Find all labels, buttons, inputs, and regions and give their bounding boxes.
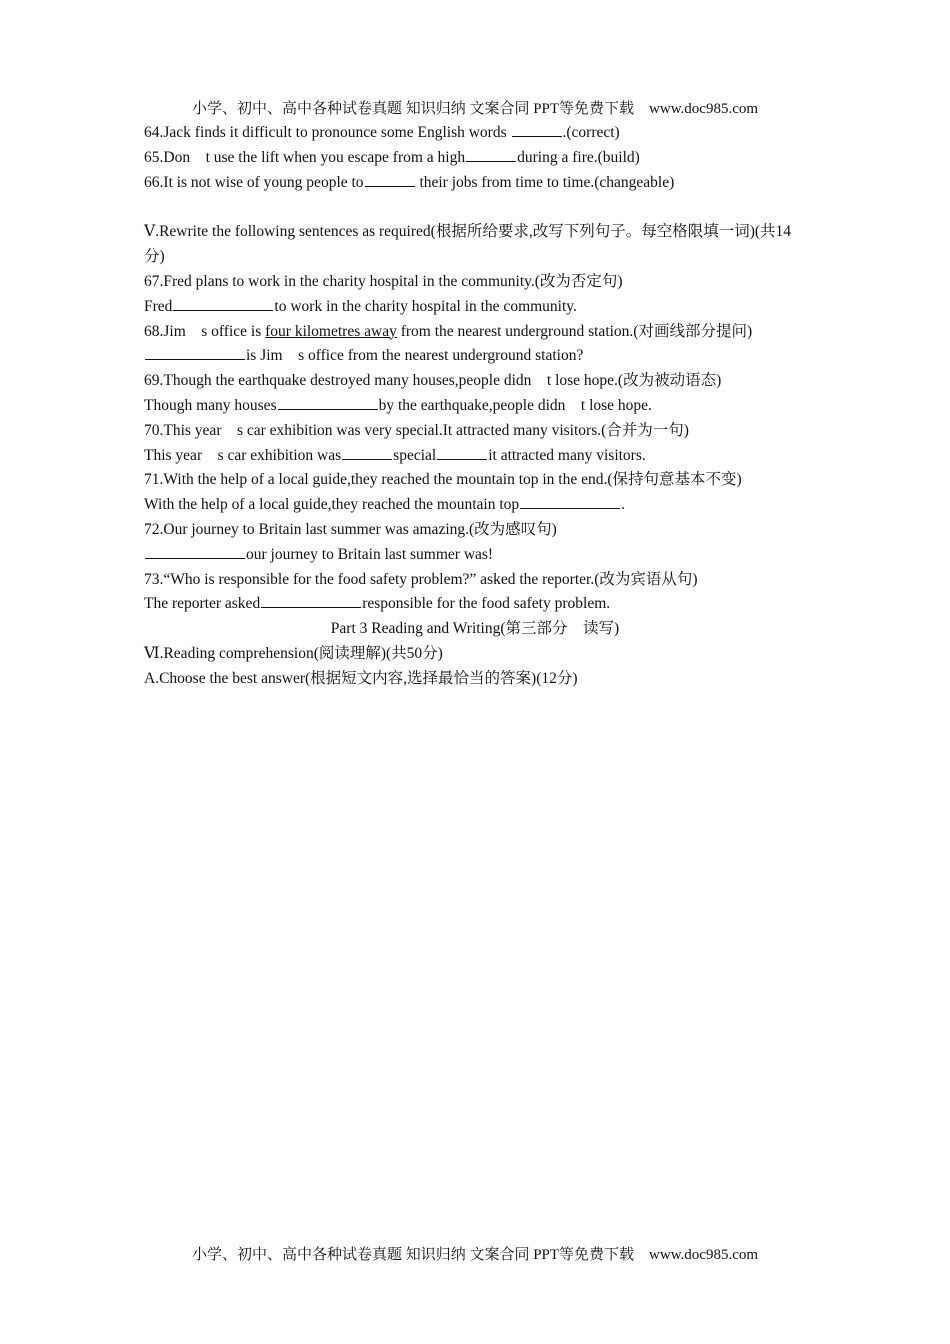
answer-70: This year s car exhibition was special it attracted many visitors. [144,444,806,469]
section-5-title: Ⅴ.Rewrite the following sentences as required(根据所给要求,改写下列句子。每空格限填一词)(共14分) [144,223,792,266]
question-66: 66.It is not wise of young people to their jobs from time to time.(changeable) [144,171,806,196]
question-71: 71.With the help of a local guide,they reached the mountain top in the end.(保持句意基本不变) [144,471,742,489]
answer-blank[interactable] [145,543,245,559]
question-70: 70.This year s car exhibition was very special.It attracted many visitors.(合并为一句) [144,421,689,439]
worksheet-content [144,121,806,692]
answer-blank[interactable] [278,394,378,410]
question-68: 68.Jim s office is four kilometres away from the nearest underground station.(对画线部分提问) [144,322,753,340]
section-6-title: Ⅵ.Reading comprehension(阅读理解)(共50分) [144,644,443,662]
answer-blank[interactable] [342,444,392,460]
underlined-phrase: four kilometres away [265,322,397,340]
question-65: 65.Don t use the lift when you escape from a high during a fire.(build) [144,146,806,171]
question-67: 67.Fred plans to work in the charity hospital in the community.(改为否定句) [144,272,623,290]
answer-71: With the help of a local guide,they reached the mountain top . [144,493,806,518]
answer-blank[interactable] [512,121,562,137]
answer-blank[interactable] [365,171,415,187]
answer-73: The reporter asked responsible for the food safety problem. [144,592,806,617]
answer-blank[interactable] [520,493,620,509]
answer-67: Fred to work in the charity hospital in the community. [144,295,806,320]
section-a-title: A.Choose the best answer(根据短文内容,选择最恰当的答案)(12分) [144,669,578,687]
page-header-banner: 小学、初中、高中各种试卷真题 知识归纳 文案合同 PPT等免费下载 www.doc985.com [191,101,759,117]
part-3-title: Part 3 Reading and Writing(第三部分 读写) [330,620,620,638]
answer-68: is Jim s office from the nearest underground station? [144,344,806,369]
spacer [144,195,806,220]
answer-69: Though many houses by the earthquake,people didn t lose hope. [144,394,806,419]
question-69: 69.Though the earthquake destroyed many houses,people didn t lose hope.(改为被动语态) [144,372,722,390]
answer-blank[interactable] [145,344,245,360]
question-64: 64.Jack finds it difficult to pronounce some English words .(correct) [144,121,806,146]
question-72: 72.Our journey to Britain last summer was amazing.(改为感叹句) [144,520,557,538]
answer-blank[interactable] [261,592,361,608]
answer-blank[interactable] [466,146,516,162]
answer-blank[interactable] [173,295,273,311]
page-footer-banner: 小学、初中、高中各种试卷真题 知识归纳 文案合同 PPT等免费下载 www.doc985.com [191,1247,759,1263]
question-73: 73.“Who is responsible for the food safety problem?” asked the reporter.(改为宾语从句) [144,570,698,588]
answer-blank[interactable] [437,444,487,460]
answer-72: our journey to Britain last summer was! [144,543,806,568]
